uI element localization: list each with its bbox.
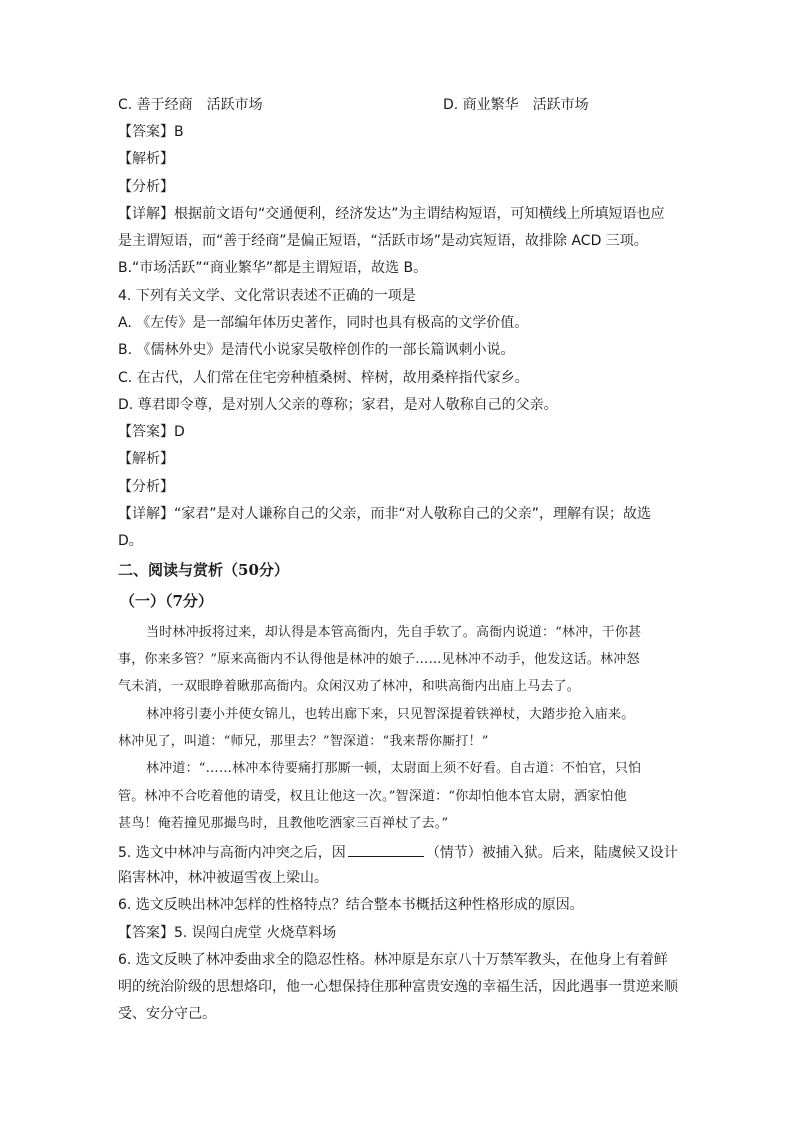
passage-p3-line-3: 甚鸟！俺若撞见那撮鸟时，且教他吃洒家三百禅杖了去。”	[118, 816, 449, 831]
q3-answer: 【答案】B	[118, 124, 184, 140]
passage-p1-line-2: 事，你来多管？”原来高衙内不认得他是林冲的娘子……见林冲不动手，他发这话。林冲怒	[118, 652, 640, 667]
q3-option-d: D. 商业繁华 活跃市场	[443, 97, 589, 113]
q4-detail-line-1: 【详解】“家君”是对人谦称自己的父亲，而非“对人敬称自己的父亲”，理解有误；故选	[118, 506, 652, 522]
q3-detail-line-2: 是主谓短语，而“善于经商”是偏正短语，“活跃市场”是动宾短语，故排除 ACD 三项。	[118, 233, 648, 249]
q4-stem: 4. 下列有关文学、文化常识表述不正确的一项是	[118, 288, 416, 304]
passage-p2-line-1: 林冲将引妻小并使女锦儿，也转出廊下来，只见智深提着铁禅杖，大踏步抢入庙来。	[146, 707, 635, 722]
q3-option-c: C. 善于经商 活跃市场	[118, 97, 263, 113]
q5-stem-line-2: 陷害林冲，林冲被逼雪夜上梁山。	[118, 870, 328, 886]
passage-p3-line-2: 管。林冲不合吃着他的请受，权且让他这一次。”智深道：“你却怕他本官太尉，洒家怕他	[118, 789, 627, 804]
q3-jiexi-label: 【解析】	[118, 151, 174, 167]
q6-answer-line-1: 6. 选文反映了林冲委曲求全的隐忍性格。林冲原是东京八十万禁军教头，在他身上有着鲜	[118, 952, 668, 968]
q3-detail-line-1: 【详解】根据前文语句“交通便利，经济发达”为主谓结构短语，可知横线上所填短语也应	[118, 206, 665, 222]
subsection-title: （一）（7分）	[120, 592, 213, 610]
passage-p2-line-2: 林冲见了，叫道：“师兄，那里去？”智深道：“我来帮你厮打！”	[118, 734, 489, 749]
q5-fill-blank[interactable]	[348, 842, 424, 857]
q4-detail-line-2: D。	[118, 533, 143, 549]
q4-answer: 【答案】D	[118, 424, 185, 440]
q3-fenxi-label: 【分析】	[118, 179, 174, 195]
q5-stem-before: 5. 选文中林冲与高衙内冲突之后，因	[118, 845, 346, 861]
passage-p1-line-1: 当时林冲扳将过来，却认得是本管高衙内，先自手软了。高衙内说道：“林冲，干你甚	[146, 625, 642, 640]
q6-answer-line-3: 受、安分守己。	[118, 1006, 216, 1022]
passage-p3-line-1: 林冲道：“……林冲本待要痛打那厮一顿，太尉面上须不好看。自古道：不怕官，只怕	[146, 761, 642, 776]
q6-answer-line-2: 明的统治阶级的思想烙印，他一心想保持住那种富贵安逸的幸福生活，因此遇事一贯逆来顺	[118, 979, 678, 995]
q5-stem-line-1	[118, 842, 678, 862]
section-title: 二、阅读与赏析（50分）	[118, 561, 289, 579]
q4-option-b: B. 《儒林外史》是清代小说家吴敬梓创作的一部长篇讽刺小说。	[118, 342, 515, 358]
q4-jiexi-label: 【解析】	[118, 451, 174, 467]
q4-option-d: D. 尊君即令尊，是对别人父亲的尊称；家君，是对人敬称自己的父亲。	[118, 397, 558, 413]
q4-option-c: C. 在古代，人们常在住宅旁种植桑树、梓树，故用桑梓指代家乡。	[118, 370, 529, 386]
passage-p1-line-3: 气未消，一双眼睁着瞅那高衙内。众闲汉劝了林冲，和哄高衙内出庙上马去了。	[118, 679, 581, 694]
q4-option-a: A. 《左传》是一部编年体历史著作，同时也具有极高的文学价值。	[118, 315, 529, 331]
q5-stem-after: （情节）被捕入狱。后来，陆虞候又设计	[425, 845, 678, 861]
q6-stem: 6. 选文反映出林冲怎样的性格特点？结合整本书概括这种性格形成的原因。	[118, 897, 584, 913]
q4-fenxi-label: 【分析】	[118, 479, 174, 495]
q5-answer: 【答案】5. 误闯白虎堂 火烧草料场	[118, 925, 337, 941]
q3-detail-line-3: B.“市场活跃”“商业繁华”都是主谓短语，故选 B。	[118, 260, 428, 276]
